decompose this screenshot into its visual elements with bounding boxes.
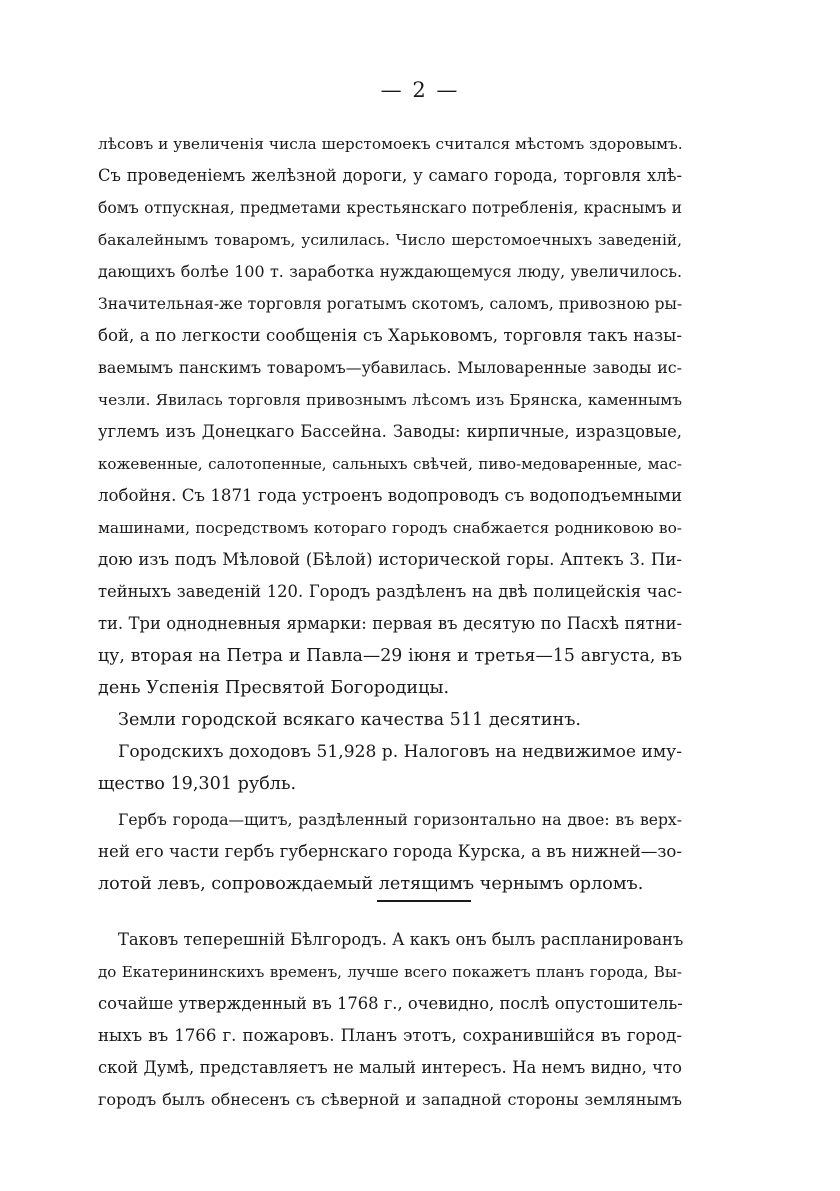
page-number: — 2 — — [380, 78, 460, 102]
text-line: ской Думѣ, представляетъ не малый интересъ. На немъ видно, что — [98, 1058, 682, 1077]
text-line: лобойня. Съ 1871 года устроенъ водопроводъ съ водоподъемными — [98, 486, 682, 505]
text-line: щество 19,301 рубль. — [98, 774, 297, 794]
text-line: цу, вторая на Петра и Павла—29 іюня и третья—15 августа, въ — [98, 646, 682, 666]
text-line: тейныхъ заведеній 120. Городъ раздѣленъ на двѣ полицейскія час- — [98, 582, 682, 601]
text-line: дающихъ болѣе 100 т. заработка нуждающемуся люду, увеличилось. — [98, 262, 682, 281]
text-line: лѣсовъ и увеличенія числа шерстомоекъ считался мѣстомъ здоровымъ. — [98, 135, 683, 153]
text-line: бомъ отпускная, предметами крестьянскаго потребленія, краснымъ и — [98, 199, 682, 217]
text-line: Съ проведеніемъ желѣзной дороги, у самаго города, торговля хлѣ- — [98, 166, 682, 185]
text-line: городъ былъ обнесенъ съ сѣверной и западной стороны землянымъ — [98, 1090, 682, 1109]
text-line: Гербъ города—щитъ, раздѣленный горизонтально на двое: въ верх- — [118, 811, 682, 829]
text-line: машинами, посредствомъ котораго городъ снабжается родниковою во- — [98, 519, 682, 537]
text-line: кожевенные, салотопенные, сальныхъ свѣчей, пиво-медоваренные, мас- — [98, 455, 682, 473]
text-line: ныхъ въ 1766 г. пожаровъ. Планъ этотъ, сохранившійся въ город- — [98, 1026, 682, 1045]
text-line: бой, а по легкости сообщенія съ Харьковомъ, торговля такъ назы- — [98, 326, 682, 345]
text-line: ней его части гербъ губернскаго города Курска, а въ нижней—зо- — [98, 842, 683, 861]
text-line: дою изъ подъ Мѣловой (Бѣлой) исторической горы. Аптекъ 3. Пи- — [98, 550, 682, 569]
text-line: Городскихъ доходовъ 51,928 р. Налоговъ на недвижимое иму- — [118, 742, 682, 762]
section-divider — [377, 900, 471, 902]
text-line: до Екатерининскихъ временъ, лучше всего покажетъ планъ города, Вы- — [98, 963, 682, 981]
text-line: Значительная-же торговля рогатымъ скотомъ, саломъ, привозною ры- — [98, 295, 683, 313]
text-line: Таковъ теперешній Бѣлгородъ. А какъ онъ былъ распланированъ — [118, 930, 684, 949]
text-line: ваемымъ панскимъ товаромъ—убавилась. Мыловаренные заводы ис- — [98, 358, 682, 377]
text-line: лотой левъ, сопровождаемый летящимъ чернымъ орломъ. — [98, 874, 644, 894]
text-line: ти. Три однодневныя ярмарки: первая въ десятую по Пасхѣ пятни- — [98, 614, 682, 633]
text-line: день Успенія Пресвятой Богородицы. — [98, 678, 450, 698]
text-line: чезли. Явилась торговля привознымъ лѣсомъ изъ Брянска, каменнымъ — [98, 391, 682, 409]
text-line: сочайше утвержденный въ 1768 г., очевидно, послѣ опустошитель- — [98, 994, 683, 1013]
text-line: Земли городской всякаго качества 511 десятинъ. — [118, 710, 582, 730]
text-line: бакалейнымъ товаромъ, усилилась. Число шерстомоечныхъ заведеній, — [98, 231, 682, 249]
text-line: углемъ изъ Донецкаго Бассейна. Заводы: кирпичные, изразцовые, — [98, 422, 682, 441]
